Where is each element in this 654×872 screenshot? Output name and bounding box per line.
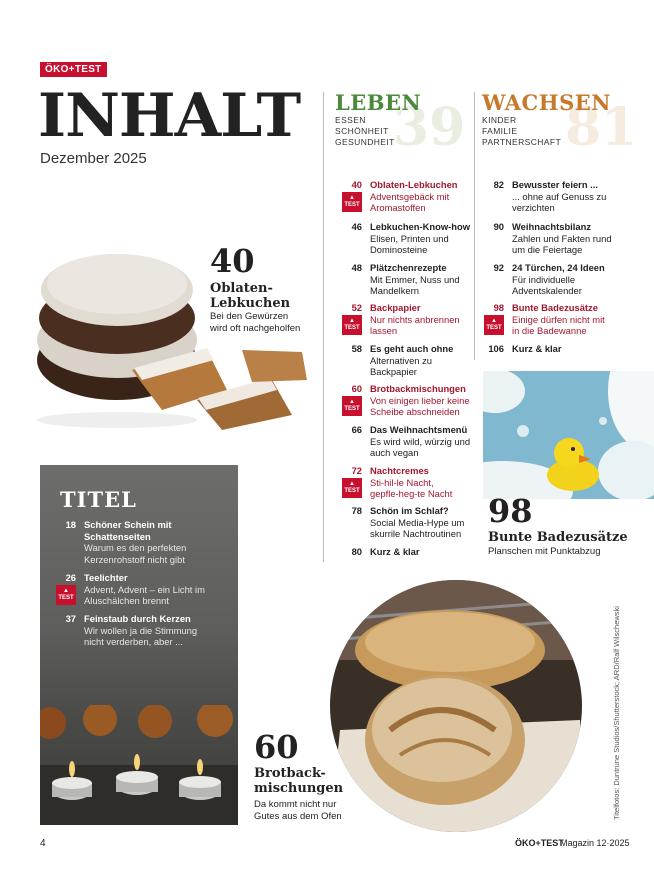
feature-bread-page: 60 [254, 728, 299, 766]
toc-entry-description: Dominosteine [370, 244, 428, 255]
toc-entry-description: Social Media-Hype um [370, 516, 465, 528]
feature-title-line: Brotback- [254, 766, 326, 781]
toc-entry-description: Warum es den perfekten [84, 542, 187, 553]
toc-entry-description: Es wird wild, würzig und [370, 435, 471, 447]
toc-page-number: 98 [493, 302, 504, 313]
toc-entry-title: Das Weihnachtsmenü [370, 424, 468, 435]
leben-topics [335, 115, 395, 148]
test-badge-icon: ▲ TEST [342, 478, 362, 498]
page-title: INHALT [38, 81, 301, 151]
toc-page-number: 60 [351, 383, 362, 394]
photo-credit: Titelfotos: Duntrune Studios/Shutterstock; ARD/Ralf Wilschewski [612, 606, 621, 820]
toc-entry-description: Sti-hil-le Nacht, [370, 476, 434, 488]
toc-entry-title: Backpapier [370, 302, 421, 313]
test-badge-label: TEST [344, 202, 360, 208]
toc-entry-description: lassen [370, 325, 398, 336]
leben-page-watermark: 39 [393, 97, 466, 158]
toc-page-number: 80 [351, 546, 362, 557]
feature-sub-line: Bei den Gewürzen [210, 311, 289, 322]
toc-page-number: 66 [351, 424, 362, 435]
toc-entry-description: auch vegan [370, 447, 419, 458]
toc-entry-title: Schön im Schlaf? [370, 505, 449, 516]
toc-page-number: 40 [351, 179, 362, 190]
feature-title-line: mischungen [254, 781, 344, 796]
toc-page-number: 82 [493, 179, 504, 190]
toc-entry-title: Weihnachtsbilanz [512, 221, 592, 232]
toc-entry-description: nicht verderben, aber ... [84, 636, 184, 647]
toc-entry-description: Aromastoffen [370, 202, 426, 213]
test-badge-icon: ▲ TEST [342, 192, 362, 212]
toc-page-number: 48 [351, 262, 362, 273]
wachsen-topic: PARTNERSCHAFT [482, 137, 562, 147]
toc-entry-title: Kurz & klar [512, 343, 562, 354]
toc-entry-title: Bewusster feiern ... [512, 179, 598, 190]
footer-logo: ÖKO+TEST [515, 838, 564, 848]
feature-lebkuchen-sub [210, 311, 300, 334]
toc-entry-title: Nachtcremes [370, 465, 429, 476]
toc-entry-description: Advent, Advent – ein Licht im [84, 583, 205, 595]
toc-entry-description: ... ohne auf Genuss zu [512, 190, 607, 202]
test-badge-icon: ▲ TEST [56, 585, 76, 605]
toc-entry-description: Elisen, Printen und [370, 232, 449, 244]
toc-page-number: 92 [493, 262, 504, 273]
toc-entry-description: Kerzenrohstoff nicht gibt [84, 553, 185, 565]
toc-entry-description: Alternativen zu [370, 354, 433, 366]
test-badge-label: TEST [58, 595, 74, 601]
divider-left [323, 92, 324, 562]
feature-lebkuchen-title [210, 281, 290, 311]
section-title-leben: LEBEN [335, 90, 422, 115]
toc-entry-description: gepfle-heg-te Nacht [370, 488, 453, 499]
toc-entry-description: Aluschälchen brennt [84, 595, 169, 606]
toc-entry-description: Nur nichts anbrennen [370, 313, 460, 325]
toc-entry-description: Für individuelle [512, 273, 576, 285]
toc-page-number: 18 [65, 519, 76, 530]
wachsen-page-watermark: 81 [565, 97, 638, 158]
toc-entry-description: Wir wollen ja die Stimmung [84, 624, 198, 636]
toc-entry-description: Backpapier [370, 366, 417, 377]
toc-entry-description: skurrile Nachtroutinen [370, 528, 462, 539]
toc-entry-title: Oblaten-Lebkuchen [370, 179, 458, 190]
issue-date: Dezember 2025 [40, 150, 147, 167]
test-badge-label: TEST [486, 325, 502, 331]
toc-entry-title: Teelichter [84, 572, 128, 583]
toc-entry-title: Feinstaub durch Kerzen [84, 613, 191, 624]
feature-bath-sub: Planschen mit Punktabzug [488, 546, 601, 557]
lebkuchen-image [22, 240, 312, 440]
toc-page-number: 37 [65, 613, 76, 624]
feature-sub-line: Gutes aus dem Ofen [254, 810, 342, 822]
test-badge-label: TEST [344, 325, 360, 331]
toc-page-number: 52 [351, 302, 362, 313]
feature-lebkuchen-page: 40 [210, 242, 255, 280]
toc-entry-description: in die Badewanne [512, 325, 587, 336]
test-badge-icon: ▲ TEST [342, 396, 362, 416]
leben-topic: SCHÖNHEIT [335, 126, 389, 136]
toc-page-number: 106 [488, 343, 504, 354]
toc-entry-description: Adventskalender [512, 285, 582, 296]
toc-entry-description: Mandelkern [370, 285, 419, 296]
toc-entry-description: Zahlen und Fakten rund [512, 232, 612, 244]
toc-entry-title: Schöner Schein mit [84, 519, 172, 530]
toc-entry-description: Von einigen lieber keine [370, 394, 470, 406]
feature-title-line: Lebkuchen [210, 296, 291, 311]
test-badge-icon: ▲ TEST [342, 315, 362, 335]
test-badge-label: TEST [344, 406, 360, 412]
toc-page-number: 90 [493, 221, 504, 232]
titel-box [40, 465, 238, 825]
toc-page-number: 26 [65, 572, 76, 583]
toc-entry-description: verzichten [512, 202, 555, 213]
wachsen-topics [482, 115, 561, 148]
feature-bath-page: 98 [488, 492, 533, 530]
test-badge-label: TEST [344, 488, 360, 494]
divider-right [474, 92, 475, 360]
toc-page-number: 46 [351, 221, 362, 232]
toc-entry-title: Schattenseiten [84, 530, 151, 542]
toc-entry-description: Mit Emmer, Nuss und [370, 273, 460, 285]
toc-entry-description: Scheibe abschneiden [370, 406, 460, 417]
toc-entry-title: Lebkuchen-Know-how [370, 221, 470, 232]
toc-page-number: 78 [351, 505, 362, 516]
page-number: 4 [40, 838, 46, 849]
feature-sub-line: Da kommt nicht nur [254, 799, 337, 810]
section-title-wachsen: WACHSEN [482, 90, 611, 115]
toc-page-number: 72 [351, 465, 362, 476]
toc-entry-title: Bunte Badezusätze [512, 302, 598, 313]
toc-entry-title: Plätzchenrezepte [370, 262, 447, 273]
feature-title-line: Oblaten- [210, 281, 273, 296]
footer-issue: Magazin 12·2025 [560, 838, 630, 848]
wachsen-topic: KINDER [482, 115, 517, 125]
feature-bread-sub [254, 799, 342, 822]
toc-page-number: 58 [351, 343, 362, 354]
leben-topic: ESSEN [335, 115, 366, 125]
toc-entry-title: Es geht auch ohne [370, 343, 454, 354]
feature-bread-title [254, 766, 343, 796]
leben-topic: GESUNDHEIT [335, 137, 395, 147]
toc-entry-title: 24 Türchen, 24 Ideen [512, 262, 605, 273]
feature-sub-line: wird oft nachgeholfen [210, 322, 301, 334]
test-badge-icon: ▲ TEST [484, 315, 504, 335]
toc-entry-title: Kurz & klar [370, 546, 420, 557]
toc-entry-title: Brotbackmischungen [370, 383, 466, 394]
wachsen-topic: FAMILIE [482, 126, 518, 136]
bath-duck-image [483, 371, 654, 499]
oekotest-logo: ÖKO+TEST [40, 62, 107, 77]
toc-entry-description: Adventsgebäck mit [370, 190, 450, 202]
titel-heading: TITEL [60, 487, 137, 512]
toc-entry-description: Einige dürfen nicht mit [512, 313, 605, 325]
bread-image [330, 580, 582, 832]
feature-bath-title: Bunte Badezusätze [488, 530, 628, 545]
toc-entry-description: um die Feiertage [512, 244, 583, 255]
